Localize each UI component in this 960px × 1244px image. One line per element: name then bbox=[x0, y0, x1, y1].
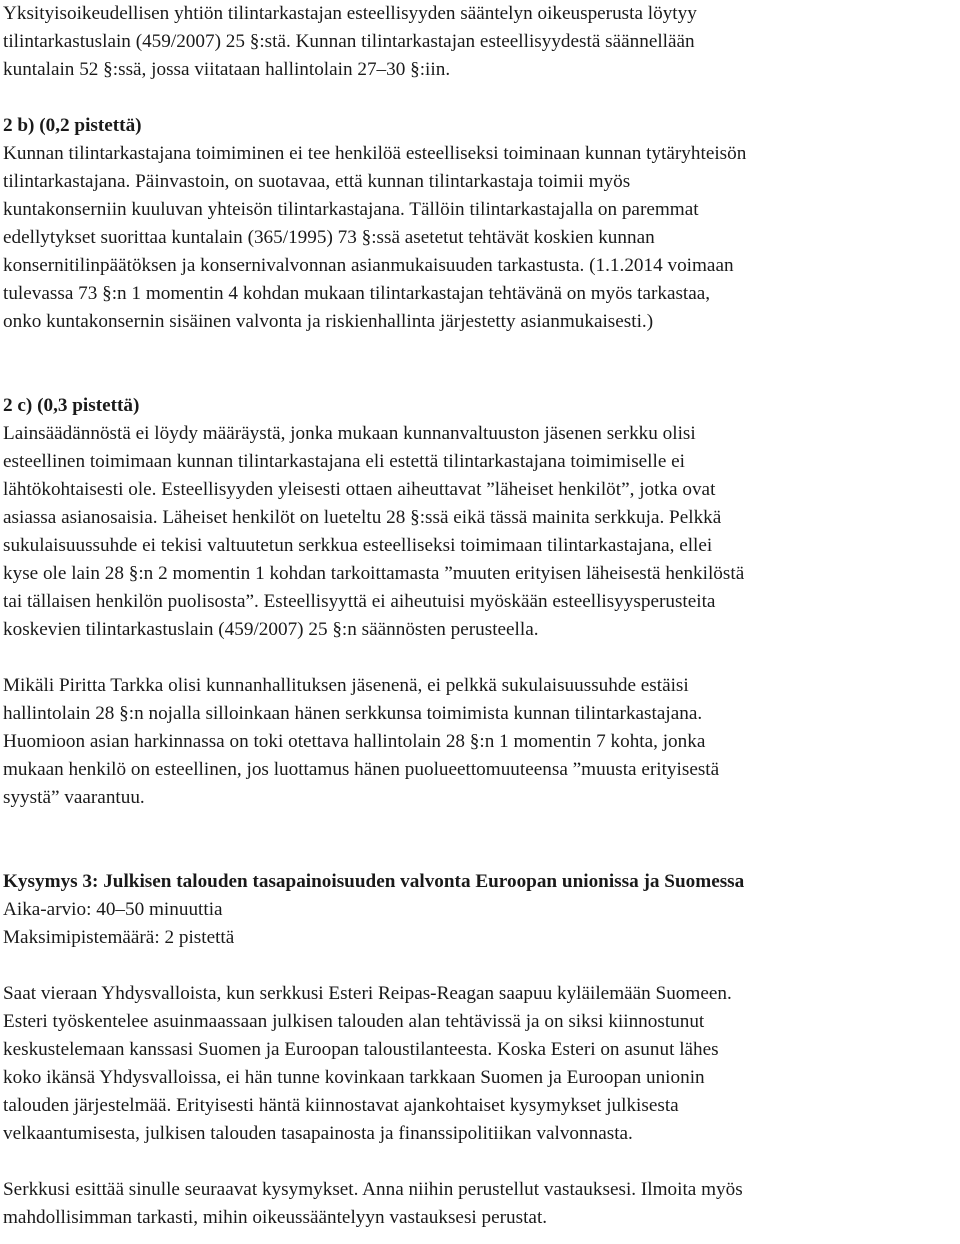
text-line: esteellinen toimimaan kunnan tilintarkastajana eli estettä tilintarkastajana toimimiselle ei bbox=[3, 451, 685, 472]
text-line: Mikäli Piritta Tarkka olisi kunnanhallituksen jäsenenä, ei pelkkä sukulaisuussuhde estäisi bbox=[3, 675, 689, 696]
text-line: Esteri työskentelee asuinmaassaan julkisen talouden alan tehtävissä ja on siksi kiinnostunut bbox=[3, 1011, 705, 1032]
text-line: konsernitilinpäätöksen ja konsernivalvonnan asianmukaisuuden tarkastusta. (1.1.2014 voimaan bbox=[3, 255, 734, 276]
text-line: talouden järjestelmää. Erityisesti häntä kiinnostavat ajankohtaiset kysymykset julkisesta bbox=[3, 1095, 679, 1116]
question-3-heading: Kysymys 3: Julkisen talouden tasapainoisuuden valvonta Euroopan unionissa ja Suomessa bbox=[3, 871, 745, 892]
time-estimate: Aika-arvio: 40–50 minuuttia bbox=[3, 899, 223, 920]
text-line: keskustelemaan kanssasi Suomen ja Euroopan taloustilanteesta. Koska Esteri on asunut lähes bbox=[3, 1039, 719, 1060]
max-points: Maksimipistemäärä: 2 pistettä bbox=[3, 927, 235, 948]
question-3-paragraph-2 bbox=[3, 1176, 959, 1232]
text-line: onko kuntakonsernin sisäinen valvonta ja riskienhallinta järjestetty asianmukaisesti.) bbox=[3, 311, 654, 332]
text-line: mukaan henkilö on esteellinen, jos luottamus hänen puolueettomuuteensa ”muusta erityisestä bbox=[3, 759, 720, 780]
text-line: Kunnan tilintarkastajana toimiminen ei tee henkilöä esteelliseksi toiminaan kunnan tytäryhteisön bbox=[3, 143, 747, 164]
section-2c-paragraph-2 bbox=[3, 672, 959, 812]
text-line: hallintolain 28 §:n nojalla silloinkaan hänen serkkunsa toimimista kunnan tilintarkastajana. bbox=[3, 703, 703, 724]
text-line: lähtökohtaisesti ole. Esteellisyyden yleisesti ottaen aiheuttavat ”läheiset henkilöt”, jotka ovat bbox=[3, 479, 716, 500]
section-2b-heading: 2 b) (0,2 pistettä) bbox=[3, 115, 142, 136]
text-line: Lainsäädännöstä ei löydy määräystä, jonka mukaan kunnanvaltuuston jäsenen serkku olisi bbox=[3, 423, 696, 444]
text-line: tulevassa 73 §:n 1 momentin 4 kohdan mukaan tilintarkastajan tehtävänä on myös tarkastaa, bbox=[3, 283, 711, 304]
text-line: tilintarkastuslain (459/2007) 25 §:stä. Kunnan tilintarkastajan esteellisyydestä säännellään bbox=[3, 31, 695, 52]
text-line: Serkkusi esittää sinulle seuraavat kysymykset. Anna niihin perustellut vastauksesi. Ilmoita myös bbox=[3, 1179, 743, 1200]
text-line: Saat vieraan Yhdysvalloista, kun serkkusi Esteri Reipas-Reagan saapuu kyläilemään Suomeen. bbox=[3, 983, 732, 1004]
intro-paragraph bbox=[3, 0, 959, 84]
text-line: velkaantumisesta, julkisen talouden tasapainosta ja finanssipolitiikan valvonnasta. bbox=[3, 1123, 633, 1144]
text-line: asiassa asianosaisia. Läheiset henkilöt on lueteltu 28 §:ssä eikä tässä mainita serkkuja. Pelkkä bbox=[3, 507, 722, 528]
text-line: Huomioon asian harkinnassa on toki otettava hallintolain 28 §:n 1 momentin 7 kohta, jonka bbox=[3, 731, 706, 752]
section-2c-heading: 2 c) (0,3 pistettä) bbox=[3, 395, 140, 416]
text-line: sukulaisuussuhde ei tekisi valtuutetun serkkua esteelliseksi toimimaan tilintarkastajana, ellei bbox=[3, 535, 713, 556]
text-line: koskevien tilintarkastuslain (459/2007) 25 §:n säännösten perusteella. bbox=[3, 619, 539, 640]
question-3 bbox=[3, 868, 959, 952]
text-line: koko ikänsä Yhdysvalloissa, ei hän tunne kovinkaan tarkkaan Suomen ja Euroopan unionin bbox=[3, 1067, 705, 1088]
text-line: kuntalain 52 §:ssä, jossa viitataan hallintolain 27–30 §:iin. bbox=[3, 59, 451, 80]
text-line: kyse ole lain 28 §:n 2 momentin 1 kohdan tarkoittamasta ”muuten erityisen läheisestä henkilöstä bbox=[3, 563, 745, 584]
text-line: syystä” vaarantuu. bbox=[3, 787, 145, 808]
text-line: edellytykset suorittaa kuntalain (365/1995) 73 §:ssä asetetut tehtävät koskien kunnan bbox=[3, 227, 655, 248]
question-3-paragraph-1 bbox=[3, 980, 959, 1148]
section-2c bbox=[3, 392, 959, 644]
text-line: tilintarkastajana. Päinvastoin, on suotavaa, että kunnan tilintarkastaja toimii myös bbox=[3, 171, 631, 192]
text-line: tai tällaisen henkilön puolisosta”. Esteellisyyttä ei aiheutuisi myöskään esteellisyysperusteita bbox=[3, 591, 716, 612]
document-page bbox=[3, 0, 959, 1232]
section-2b bbox=[3, 112, 959, 336]
text-line: kuntakonserniin kuuluvan yhteisön tilintarkastajana. Tällöin tilintarkastajalla on paremmat bbox=[3, 199, 699, 220]
text-line: Yksityisoikeudellisen yhtiön tilintarkastajan esteellisyyden sääntelyn oikeusperusta löytyy bbox=[3, 3, 697, 24]
text-line: mahdollisimman tarkasti, mihin oikeussääntelyyn vastauksesi perustat. bbox=[3, 1207, 548, 1228]
